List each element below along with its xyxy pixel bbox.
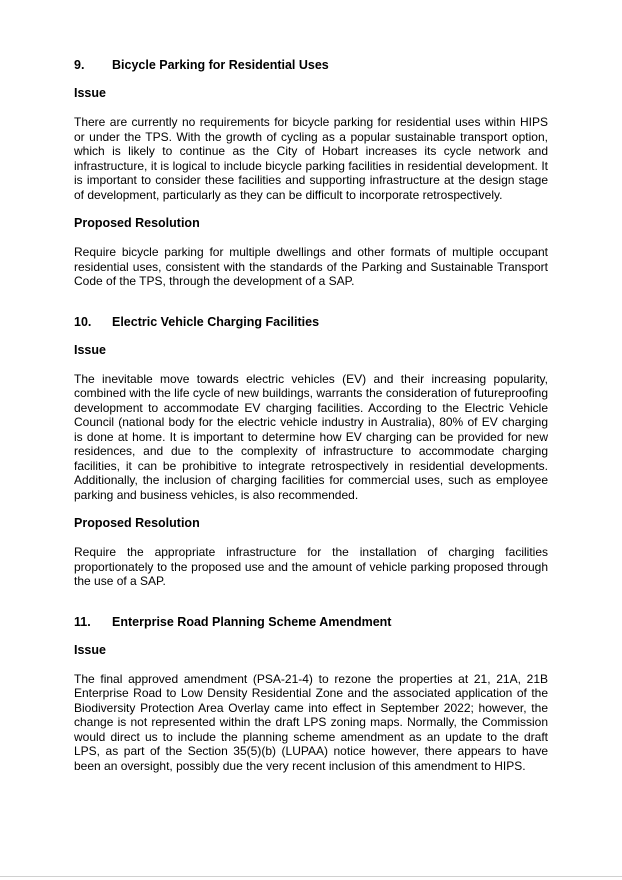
section-number: 10. [74,314,92,329]
section-number: 9. [74,58,85,72]
resolution-paragraph: Require bicycle parking for multiple dwellings and other formats of multiple occupant residential uses, consistent with the standards of the Parking and Sustainable Transport Code of the TPS, through the development of a SAP. [74,245,548,288]
issue-heading: Issue [74,86,106,100]
section-title: Electric Vehicle Charging Facilities [112,314,320,329]
section-title: Bicycle Parking for Residential Uses [112,58,329,72]
document-page [74,58,548,773]
issue-paragraph: The final approved amendment (PSA-21-4) to rezone the properties at 21, 21A, 21B Enterprise Road to Low Density Residential Zone and the associated application of the Biodiversity Protection Area Overlay came into effect in September 2022; however, the change is not represented within the draft LPS zoning maps. Normally, the Commission would direct us to include the planning scheme amendment as an update to the draft LPS, as part of the Section 35(5)(b) (LUPAA) notice however, there appears to have been an oversight, possibly due the very recent inclusion of this amendment to HIPS. [74,671,548,773]
issue-paragraph: The inevitable move towards electric vehicles (EV) and their increasing popularity, combined with the life cycle of new buildings, warrants the consideration of futureproofing development to accommodate EV charging facilities. According to the Electric Vehicle Council (national body for the electric vehicle industry in Australia), 80% of EV charging is done at home. It is important to determine how EV charging can be provided for new residences, and due to the complexity of infrastructure to accommodate charging facilities, it can be prohibitive to integrate retrospectively in residential developments. Additionally, the inclusion of charging facilities for commercial uses, such as employee parking and business vehicles, is also recommended. [74,371,548,502]
issue-heading: Issue [74,642,106,657]
issue-paragraph: There are currently no requirements for bicycle parking for residential uses within HIPS or under the TPS. With the growth of cycling as a popular sustainable transport option, which is likely to continue as the City of Hobart increases its cycle network and infrastructure, it is logical to include bicycle parking facilities in residential development. It is important to consider these facilities and supporting infrastructure at the design stage of development, particularly as they can be difficult to incorporate retrospectively. [74,115,548,202]
resolution-heading: Proposed Resolution [74,216,200,230]
section-10-heading [74,315,548,330]
issue-heading: Issue [74,342,106,357]
page-bottom-edge [0,876,622,877]
section-11-heading [74,615,548,630]
resolution-heading: Proposed Resolution [74,516,200,530]
section-title: Enterprise Road Planning Scheme Amendment [112,614,392,629]
section-9-heading [74,58,548,73]
section-number: 11. [74,614,91,629]
resolution-paragraph: Require the appropriate infrastructure for the installation of charging facilities proportionately to the proposed use and the amount of vehicle parking proposed through the use of a SAP. [74,545,548,588]
